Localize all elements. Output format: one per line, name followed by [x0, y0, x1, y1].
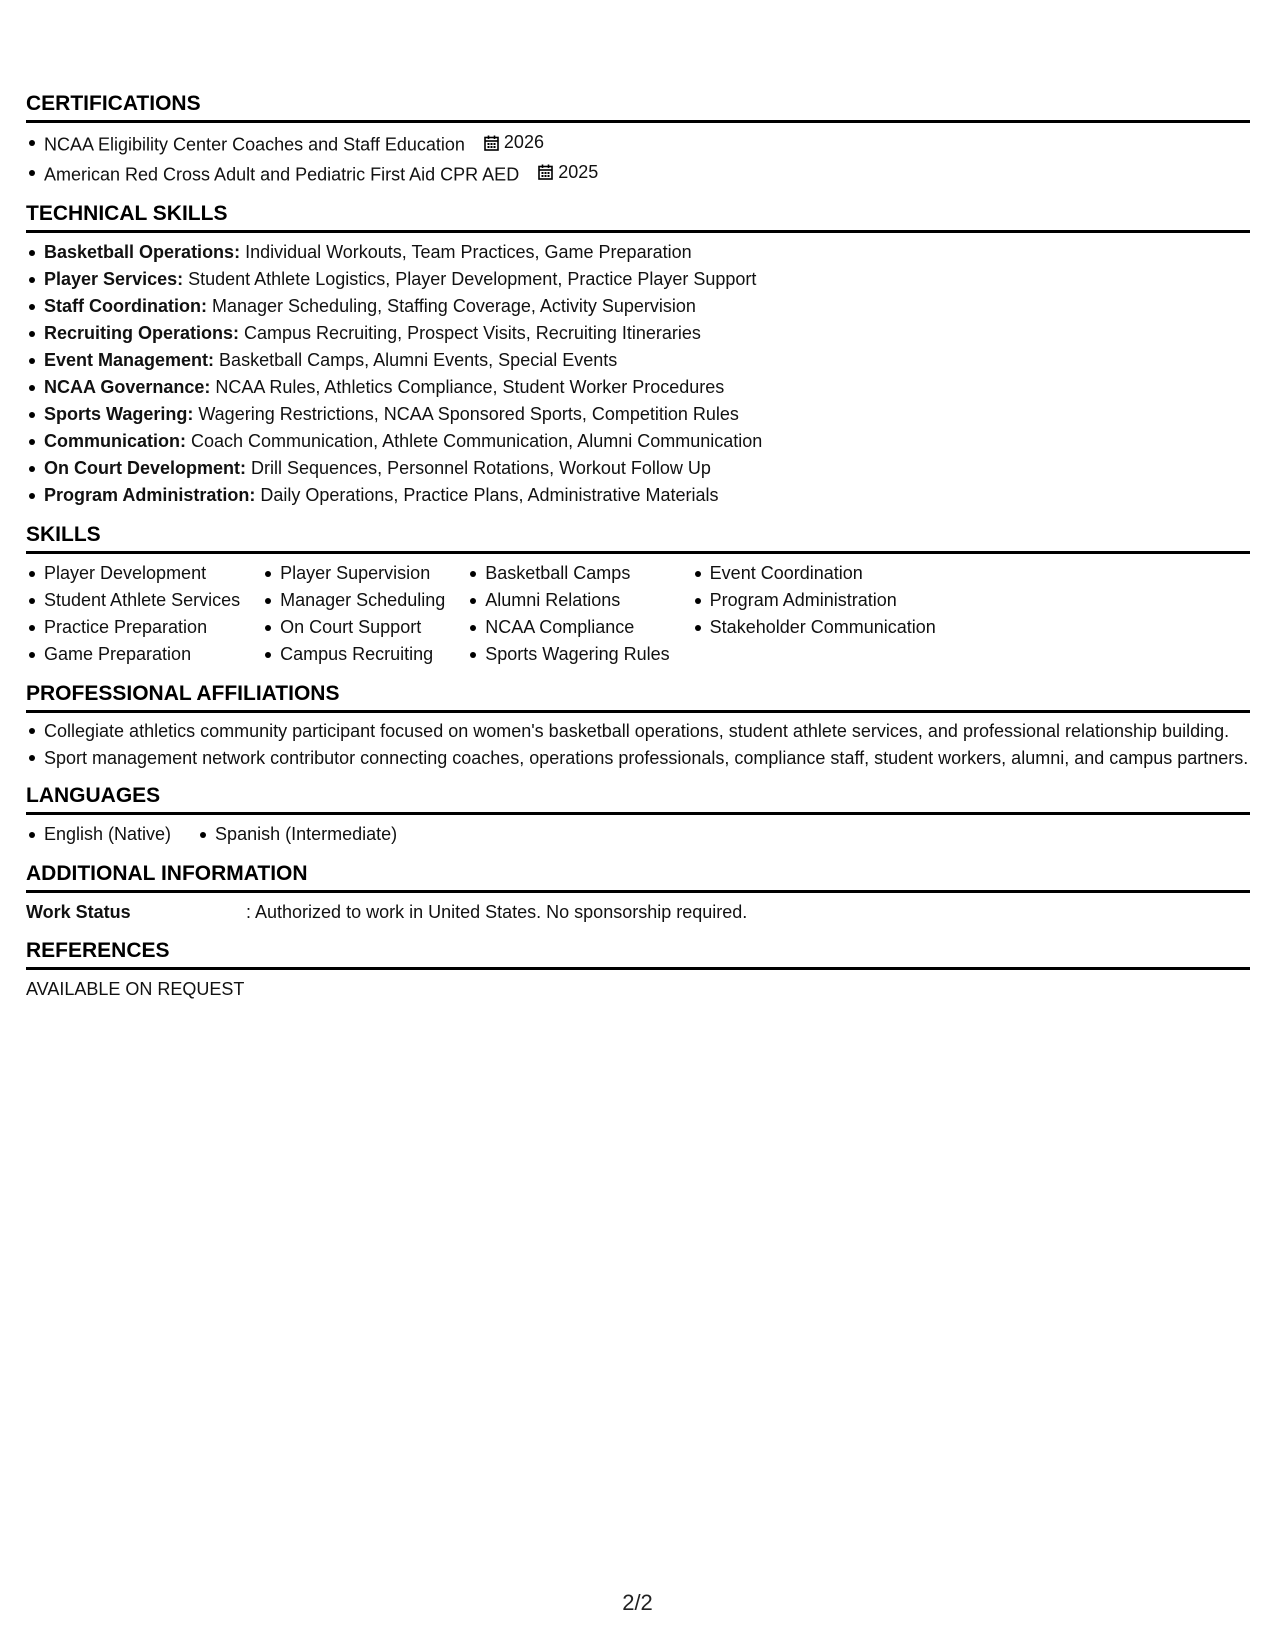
technical-skill-item — [26, 320, 1250, 347]
technical-skill-item — [26, 455, 1250, 482]
technical-skill-item — [26, 374, 1250, 401]
skill-item: Student Athlete Services — [26, 587, 240, 614]
affiliation-item: Collegiate athletics community participant focused on women's basketball operations, student athlete services, and professional relationship building. — [26, 719, 1250, 743]
calendar-icon — [484, 135, 499, 151]
skill-item: Campus Recruiting — [262, 641, 445, 668]
affiliation-item: Sport management network contributor connecting coaches, operations professionals, compliance staff, student workers, alumni, and campus partners. — [26, 746, 1250, 770]
skill-item: Program Administration — [692, 587, 936, 614]
certification-item — [26, 159, 1250, 189]
skill-category: On Court Development: — [44, 458, 247, 478]
references-text: AVAILABLE ON REQUEST — [26, 979, 245, 999]
skill-details: Coach Communication, Athlete Communication, Alumni Communication — [186, 431, 763, 451]
skill-category: Program Administration: — [44, 485, 256, 505]
section-divider — [26, 967, 1250, 970]
skill-details: Daily Operations, Practice Plans, Administrative Materials — [255, 485, 719, 505]
technical-skill-item — [26, 239, 1250, 266]
skills-heading: SKILLS — [26, 523, 101, 546]
section-divider — [26, 230, 1250, 233]
skill-details: Campus Recruiting, Prospect Visits, Recruiting Itineraries — [239, 323, 701, 343]
resume-page — [26, 90, 1250, 1014]
technical-skills-list — [26, 239, 1250, 509]
section-divider — [26, 710, 1250, 713]
skill-details: Basketball Camps, Alumni Events, Special Events — [214, 350, 618, 370]
skill-category: Event Management: — [44, 350, 215, 370]
additional-info-heading: ADDITIONAL INFORMATION — [26, 862, 308, 885]
skill-item: Player Development — [26, 560, 240, 587]
work-status-row — [26, 899, 1250, 925]
skills-column — [262, 560, 445, 668]
certification-date — [538, 159, 598, 186]
section-divider — [26, 120, 1250, 123]
certification-item — [26, 129, 1250, 159]
calendar-icon — [538, 164, 553, 180]
page-number: 2/2 — [622, 1590, 653, 1615]
language-item: Spanish (Intermediate) — [197, 821, 397, 848]
skill-details: Manager Scheduling, Staffing Coverage, Activity Supervision — [206, 296, 696, 316]
skill-item: Sports Wagering Rules — [467, 641, 669, 668]
additional-info-section — [26, 860, 1250, 925]
skill-item: NCAA Compliance — [467, 614, 669, 641]
technical-skill-item — [26, 401, 1250, 428]
skills-column — [692, 560, 936, 668]
languages-heading: LANGUAGES — [26, 784, 161, 807]
technical-skill-item — [26, 347, 1250, 374]
skills-columns — [26, 560, 1250, 668]
section-divider — [26, 812, 1250, 815]
language-item: English (Native) — [26, 821, 171, 848]
certifications-section — [26, 90, 1250, 188]
section-divider — [26, 890, 1250, 893]
certification-date — [484, 129, 544, 156]
skills-section — [26, 521, 1250, 668]
references-heading: REFERENCES — [26, 939, 170, 962]
languages-section — [26, 782, 1250, 848]
skill-category: Basketball Operations: — [44, 242, 241, 262]
skill-details: NCAA Rules, Athletics Compliance, Student Worker Procedures — [210, 377, 725, 397]
skill-item: Player Supervision — [262, 560, 445, 587]
skill-item: Stakeholder Communication — [692, 614, 936, 641]
work-status-label: Work Status — [26, 902, 131, 922]
skills-column — [26, 560, 240, 668]
skill-category: NCAA Governance: — [44, 377, 211, 397]
certification-year: 2025 — [558, 161, 599, 182]
certifications-heading: CERTIFICATIONS — [26, 92, 201, 115]
skill-details: Student Athlete Logistics, Player Development, Practice Player Support — [183, 269, 757, 289]
technical-skill-item — [26, 266, 1250, 293]
skills-column — [467, 560, 669, 668]
skill-details: Individual Workouts, Team Practices, Game Preparation — [240, 242, 692, 262]
technical-skill-item — [26, 293, 1250, 320]
skill-category: Recruiting Operations: — [44, 323, 240, 343]
technical-skill-item — [26, 482, 1250, 509]
skill-item: Manager Scheduling — [262, 587, 445, 614]
skill-item: Practice Preparation — [26, 614, 240, 641]
skill-item: Event Coordination — [692, 560, 936, 587]
skill-category: Sports Wagering: — [44, 404, 194, 424]
skill-category: Player Services: — [44, 269, 184, 289]
skill-item: Game Preparation — [26, 641, 240, 668]
certification-name: NCAA Eligibility Center Coaches and Staff Education — [44, 134, 465, 155]
section-divider — [26, 551, 1250, 554]
certification-name: American Red Cross Adult and Pediatric First Aid CPR AED — [44, 164, 520, 184]
skill-details: Drill Sequences, Personnel Rotations, Workout Follow Up — [246, 458, 711, 478]
affiliations-heading: PROFESSIONAL AFFILIATIONS — [26, 682, 340, 705]
languages-list — [26, 821, 1250, 848]
technical-skills-heading: TECHNICAL SKILLS — [26, 202, 228, 225]
technical-skill-item — [26, 428, 1250, 455]
affiliations-section — [26, 680, 1250, 770]
skill-item: Alumni Relations — [467, 587, 669, 614]
work-status-value: : Authorized to work in United States. No sponsorship required. — [246, 902, 748, 922]
technical-skills-section — [26, 200, 1250, 509]
references-section — [26, 937, 1250, 1002]
affiliations-list — [26, 719, 1250, 770]
skill-item: Basketball Camps — [467, 560, 669, 587]
skill-item: On Court Support — [262, 614, 445, 641]
skill-details: Wagering Restrictions, NCAA Sponsored Sports, Competition Rules — [193, 404, 739, 424]
certifications-list — [26, 129, 1250, 188]
certification-year: 2026 — [503, 132, 544, 152]
skill-category: Staff Coordination: — [44, 296, 207, 316]
skill-category: Communication: — [44, 431, 186, 451]
